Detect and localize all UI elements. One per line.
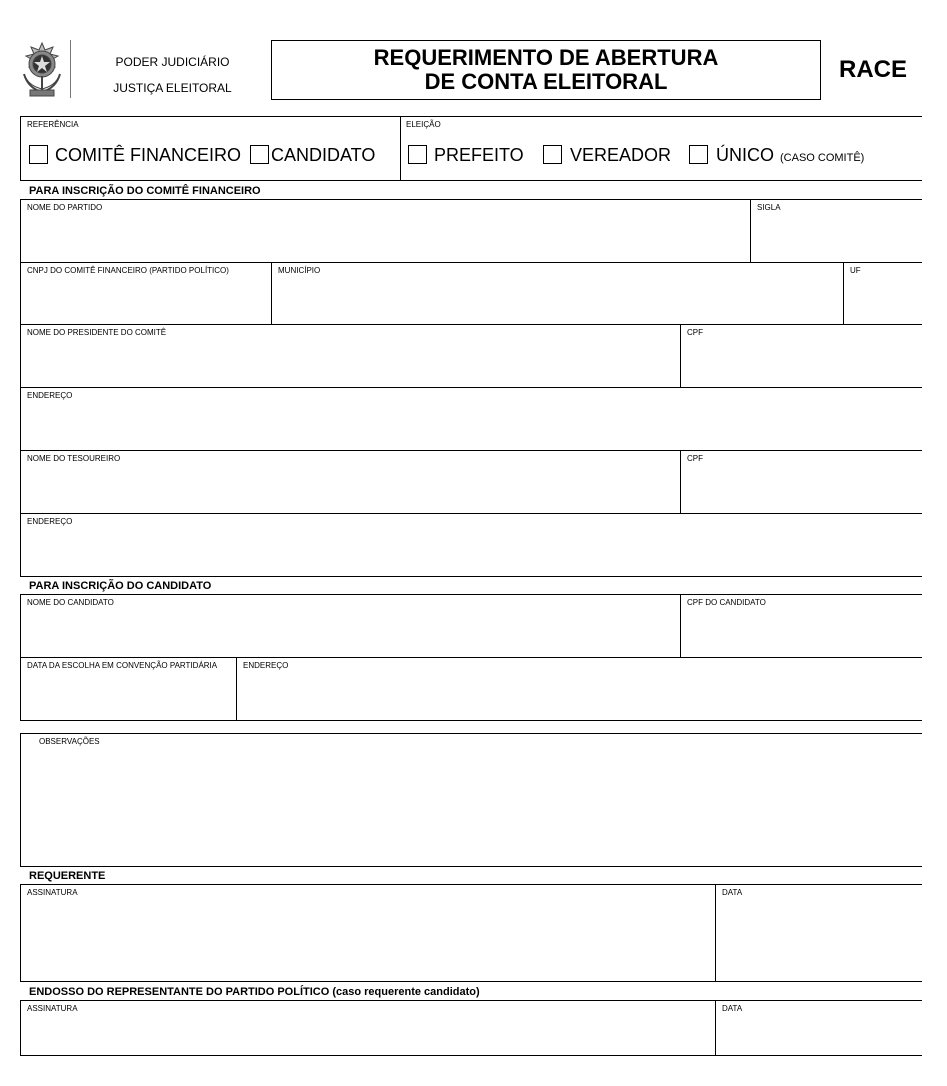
cpf-presidente-input[interactable] xyxy=(687,343,916,381)
data-endosso-label: DATA xyxy=(722,1004,743,1013)
cpf-candidato-input[interactable] xyxy=(687,613,916,651)
title-box xyxy=(271,40,821,100)
assinatura-requerente-cell xyxy=(20,884,716,982)
observacoes-input[interactable] xyxy=(27,752,916,860)
endereco-tesoureiro-label: ENDEREÇO xyxy=(27,517,73,526)
prefeito-checkbox[interactable] xyxy=(408,145,427,164)
data-endosso-input[interactable] xyxy=(722,1019,916,1049)
nome-partido-label: NOME DO PARTIDO xyxy=(27,203,103,212)
cpf-presidente-label: CPF xyxy=(687,328,703,337)
requerente-section-title: REQUERENTE xyxy=(29,870,106,882)
tesoureiro-cell xyxy=(20,450,681,514)
sigla-cell xyxy=(750,199,922,263)
data-escolha-input[interactable] xyxy=(27,676,230,714)
tesoureiro-input[interactable] xyxy=(27,469,674,507)
endereco-candidato-cell xyxy=(236,657,922,721)
cnpj-label: CNPJ DO COMITÊ FINANCEIRO (PARTIDO POLÍTICO) xyxy=(27,266,229,275)
referencia-label: REFERÊNCIA xyxy=(27,120,79,129)
municipio-input[interactable] xyxy=(278,281,837,318)
nome-candidato-cell xyxy=(20,594,681,658)
endereco-candidato-input[interactable] xyxy=(243,676,916,714)
unico-note: (CASO COMITÊ) xyxy=(780,152,865,164)
endereco-tesoureiro-cell xyxy=(20,513,922,577)
uf-label: UF xyxy=(850,266,861,275)
data-escolha-label: DATA DA ESCOLHA EM CONVENÇÃO PARTIDÁRIA xyxy=(27,661,218,670)
nome-partido-input[interactable] xyxy=(27,218,744,256)
cpf-candidato-cell xyxy=(680,594,922,658)
comite-financeiro-option: COMITÊ FINANCEIRO xyxy=(55,145,242,165)
data-requerente-cell xyxy=(715,884,922,982)
sigla-label: SIGLA xyxy=(757,203,781,212)
comite-section-title: PARA INSCRIÇÃO DO COMITÊ FINANCEIRO xyxy=(29,185,261,197)
municipio-label: MUNICÍPIO xyxy=(278,266,321,275)
municipio-cell xyxy=(271,262,844,325)
endosso-section-title: ENDOSSO DO REPRESENTANTE DO PARTIDO POLÍTICO (caso requerente candidato) xyxy=(29,986,480,998)
uf-cell xyxy=(843,262,922,325)
candidato-option: CANDIDATO xyxy=(271,145,376,165)
presidente-cell xyxy=(20,324,681,388)
endereco-candidato-label: ENDEREÇO xyxy=(243,661,289,670)
endereco-presidente-cell xyxy=(20,387,922,451)
candidato-checkbox[interactable] xyxy=(250,145,269,164)
presidente-label: NOME DO PRESIDENTE DO COMITÊ xyxy=(27,328,167,337)
vereador-checkbox[interactable] xyxy=(543,145,562,164)
assinatura-requerente-label: ASSINATURA xyxy=(27,888,78,897)
assinatura-endosso-cell xyxy=(20,1000,716,1056)
nome-partido-cell xyxy=(20,199,751,263)
unico-option: ÚNICO xyxy=(716,145,774,165)
cpf-tesoureiro-input[interactable] xyxy=(687,469,916,507)
vereador-option: VEREADOR xyxy=(570,145,672,165)
endereco-presidente-input[interactable] xyxy=(27,406,916,444)
header-divider xyxy=(70,40,71,98)
data-endosso-cell xyxy=(715,1000,922,1056)
form-code: RACE xyxy=(838,56,907,83)
cnpj-cell xyxy=(20,262,272,325)
comite-financeiro-checkbox[interactable] xyxy=(29,145,48,164)
data-escolha-cell xyxy=(20,657,237,721)
endereco-tesoureiro-input[interactable] xyxy=(27,532,916,570)
cpf-tesoureiro-cell xyxy=(680,450,922,514)
data-requerente-label: DATA xyxy=(722,888,743,897)
candidato-section-title: PARA INSCRIÇÃO DO CANDIDATO xyxy=(29,580,212,592)
observacoes-cell xyxy=(20,733,922,867)
presidente-input[interactable] xyxy=(27,343,674,381)
uf-input[interactable] xyxy=(850,281,916,318)
referencia-box xyxy=(20,116,401,181)
sigla-input[interactable] xyxy=(757,218,916,256)
coat-of-arms-icon xyxy=(18,40,66,100)
org-name-line1: PODER JUDICIÁRIO xyxy=(115,55,230,69)
eleicao-box xyxy=(400,116,922,181)
assinatura-endosso-label: ASSINATURA xyxy=(27,1004,78,1013)
cpf-presidente-cell xyxy=(680,324,922,388)
prefeito-option: PREFEITO xyxy=(434,145,524,165)
unico-checkbox[interactable] xyxy=(689,145,708,164)
observacoes-label: OBSERVAÇÕES xyxy=(39,737,100,746)
org-name-line2: JUSTIÇA ELEITORAL xyxy=(113,81,232,95)
eleicao-label: ELEIÇÃO xyxy=(406,120,441,129)
cpf-candidato-label: CPF DO CANDIDATO xyxy=(687,598,766,607)
tesoureiro-label: NOME DO TESOUREIRO xyxy=(27,454,121,463)
data-requerente-input[interactable] xyxy=(722,903,916,975)
nome-candidato-label: NOME DO CANDIDATO xyxy=(27,598,114,607)
endereco-presidente-label: ENDEREÇO xyxy=(27,391,73,400)
cnpj-input[interactable] xyxy=(27,281,265,318)
nome-candidato-input[interactable] xyxy=(27,613,674,651)
cpf-tesoureiro-label: CPF xyxy=(687,454,703,463)
form-title-line2: DE CONTA ELEITORAL xyxy=(424,69,668,94)
form-title-line1: REQUERIMENTO DE ABERTURA xyxy=(373,45,719,70)
